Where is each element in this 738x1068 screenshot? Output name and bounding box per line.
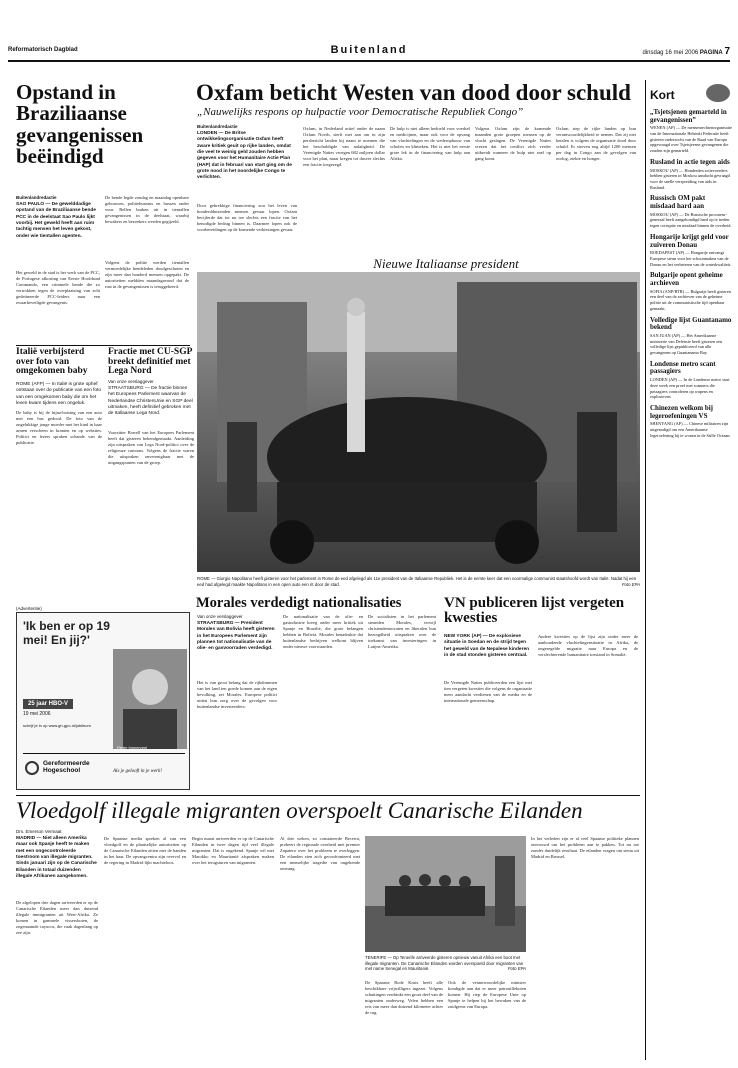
morales-col2: De nationalisatie van de olie- en gasindustrie kreeg onder meer kritiek uit Spanje en Brazilië, die grote belangen hebben in Bolivia. Morales benadrukte dat buitenlandse bedrijven welkom blijven onder nieuwe voorwaarden. [283,614,363,650]
page-number: 7 [724,46,730,57]
ad-quote: 'Ik ben er op 19 mei! En jij?' [23,619,110,648]
vloedgolf-col4: Al drie weken, zo constateerde Becerra, probeert de regionale overheid met premier Zapatero over het probleem te overleggen. De eilanden zien zich geconfronteerd met een menselijke tragedie van ongekende omvang. [280,836,360,872]
president-caption-text: ROME — Giorgio Napolitano heeft gisteren voor het parlement in Rome de eed afgelegd als 11e president van de Italiaanse Republiek. Het is de eerste keer dat een voormalige communist staatshoofd wordt van Italië. Nadat hij een eed had afgelegd maakte Napolitano in een open auto een rit door de stad. [197,576,637,587]
kort-item-title: Bulgarije opent geheime archieven [650,271,723,288]
vloedgolf-col5: De Spaanse Rode Kruis heeft alle beschikbare vrijwilligers ingezet. Volgens schattingen verdrinkt een groot deel van de migranten onderweg. Velen hebben een reis van meer dan duizend kilometer achter de rug. [365,980,443,1016]
header-rule [8,60,730,62]
ad-divider [23,753,185,754]
ad-badge: 25 jaar HBO-V [23,699,73,709]
oxfam-col3: De hulp is niet alleen bedoeld voor voedsel en medicijnen, maar ook voor de opvang van vluchtelingen en de wederopbouw van scholen en klinieken. Het is niet het eerste grote lek in de financiering van hulp aan Afrika. [390,126,470,162]
kort-item [650,234,732,267]
kort-item-text: SOFIA (ANP/RTR) — Bulgarije heeft gisteren een deel van de archieven van de geheime politie uit de communistische tijd openbaar gemaakt. [650,288,731,311]
ad-label: (Advertentie) [16,606,42,611]
page-info [642,46,730,57]
oxfam-byline: Buitenlandredactie [197,124,238,129]
oxfam-col4: Volgens Oxfam zijn de komende maanden grote groepen mensen op de vlucht geslagen. De Verenigde Naties vrezen dat het conflict zich verder uitbreidt wanneer de hulp niet snel op gang komt. [475,126,551,162]
kort-list [650,104,732,438]
kort-item-title: Chinezen welkom bij legeroefeningen VS [650,403,713,420]
brazil-col1: Het geweld in de stad is het werk van de PCC, de Portugese afkorting van Eerste Hoofdstad Commando, een criminele bende die zo vertrokken tegen de overplaatsing van acht gedetineerde PCC-leiders naar een zwaarbeveiligde gevangenis. [16,270,100,306]
issue-date: dinsdag 16 mei 2006 [642,50,699,56]
vn-col1: De Verenigde Naties publiceerden een lijst met tien vergeten kwesties die volgens de organisatie meer aandacht verdienen van de media en de internationale gemeenschap. [444,680,532,704]
vn-headline: VN publiceren lijst vergeten kwesties [444,595,625,627]
fractie-byline: Van onze verslaggever [108,379,154,384]
morales-lead: STRAATSBURG — President Morales van Bolivia heeft gisteren in het Europees Parlement zijn plannen tot nationalisatie van de olie- en gasvoorraden verdedigd. [197,621,275,652]
oxfam-col5: Oxfam riep de rijke landen op hun verantwoordelijkheid te nemen. Dat zij niet betalen is volgens de organisatie dood door schuld. Er sterven nog altijd 1200 mensen per dag in Congo aan de gevolgen van oorlog, ziekte en honger. [556,126,636,162]
vn-lead: NEW YORK (AP) — De explosieve situatie in Soedan en de strijd tegen het geweld van de Nepalese kinderen in de stad stonden gisteren centraal. [444,634,530,658]
vloedgolf-col6: Ook de verantwoordelijke minister kondigde aan dat er meer patrouilleboten komen. Hij riep de Europese Unie op Spanje te helpen bij het bewaken van de zuidgrens van Europa. [448,980,526,1010]
president-photo [197,272,640,572]
ad-person-name: Pieter Immerzeel [117,745,148,750]
italie-lead: ROME (AFP) — In Italië is grote ophef ontstaan over de publicatie van een foto van een omgekomen baby die om het leven kwam tijdens een ongeluk. [16,382,102,406]
ad-box[interactable] [16,612,190,790]
section-title: Buitenland [330,44,408,56]
kort-item-text: LONDEN (AP) — In de Londense metro start deze week een proef met scanners die passagiers controleren op wapens en explosieven. [650,377,730,400]
president-headline: Nieuwe Italiaanse president [373,256,519,271]
brazil-bottom-rule [16,345,190,346]
kort-item [650,405,732,438]
italie-body: De baby is bij de bijna-botsing van een auto met een bus gedood. De foto van de ongelukkige jonge moeder met het kind in haar armen verscheen in kranten en op websites. Politici en lezers spraken schande van de publicatie. [16,410,102,446]
kort-item-text: MOSKOU (AP) — De Russische procureur-generaal heeft aangekondigd hard op te treden tegen corruptie en misdaad binnen de overheid. [650,211,732,229]
brazil-col2: De bende legde zondag en maandag openbare gebouwen, politiebureaus en bussen onder vuur. Rellen braken uit in tientallen gevangenissen in de deelstaat, waarbij bewakers en bezoekers werden gegijzeld. [105,195,189,225]
page-label: PAGINA [699,50,723,56]
italie-headline: Italië verbijsterd over foto van omgekomen baby [16,347,88,377]
brazil-lead: SAO PAULO — De gewelddadige opstand van de Braziliaanse bende PCC in de deelstaat Sao Paulo lijkt voorbij. Het geweld heeft aan ruim tachtig mensen het leven gekost, onder wie tientallen agenten. [16,202,96,239]
oxfam-lead: LONDEN — De Britse ontwikkelingsorganisatie Oxfam heeft zware kritiek geuit op rijke landen, omdat die veel te weinig geld zouden hebben gegeven voor het Humanitaire Actie Plan (HAP) dat in februari van start ging om de grote nood in het noordelijke Congo te verlichten. [197,131,292,181]
oxfam-headline: Oxfam beticht Westen van dood door schuld [196,80,631,105]
morales-headline: Morales verdedigt nationalisaties [196,595,402,611]
ad-org-line2: Hogeschool [43,767,81,775]
ad-org [43,760,90,775]
ad-portrait [113,649,187,749]
kort-title: Kort [650,88,675,102]
kort-item-title: Hongarije krijgt geld voor zuiveren Donau [650,232,729,249]
kort-item [650,159,732,191]
vloedgolf-headline: Vloedgolf illegale migranten overspoelt Canarische Eilanden [16,798,583,823]
vloedgolf-col3: Begin maart arriveerden er op de Canarische Eilanden in twee dagen tijd veel illegale migranten. Dat is ongekend. Spanje wil met Marokko en Mauritanië afspraken maken over het terugsturen van migranten. [192,836,274,866]
morales-col1: Het is van groot belang dat de rijkdommen van het land ten goede komen aan de eigen bevolking, zei Morales. Europese politici uitten hun zorg over de gevolgen voor buitenlandse investeerders. [197,680,277,710]
ad-logo-icon [25,761,39,775]
kort-item [650,195,732,228]
fractie-headline: Fractie met CU-SGP breekt definitief met Lega Nord [108,347,192,377]
morales-byline: Van onze verslaggever [197,614,243,619]
vloedgolf-caption [365,955,526,972]
president-photo-image [197,272,640,572]
vloedgolf-photo-image [365,836,526,952]
kort-item-text: SAN JUAN (AP) — Het Amerikaanse ministerie van Defensie heeft gisteren een volledige lijst gepubliceerd van alle gevangenen op Guantanamo Bay. [650,332,723,356]
ad-slogan: Als je gelooft in je werk! [113,769,163,774]
kort-item-title: Londense metro scant passagiers [650,359,716,376]
kort-item-text: WENEN (AP) — De mensenrechtenorganisatie van de Internationale Helsinki Federatie heeft gisteren onderzocht van de Raad van Europa opgevraagd over Tsjetsjeense gevangenen die zouden zijn gemarteld. [650,125,733,154]
publisher-name: Reformatorisch Dagblad [8,47,78,53]
oxfam-col2: Oxfam, in Nederland actief onder de naam Oxfam Novib, sterft met aan om in zijn persbericht landen bij naam te noemen die het beschuldigde van nalatigheid. De Verenigde Naties vroegen 682 miljoen dollar voor het plan, maar kregen tot dusver slechts een fractie toegezegd. [303,126,385,168]
kort-item-title: Rusland in actie tegen aids [650,157,730,166]
vloedgolf-photo-credit: Foto EPA [507,966,526,972]
fractie-body: Voorzitter Borrell van het Europees Parlement heeft dat gisteren bekendgemaakt. Aanleiding zijn uitspraken van Lega Nord-politici over de religieuze cartoons. Volgens de fractie waren die uitspraken onverenigbaar met de uitgangspunten van de groep. [108,430,194,466]
brazil-headline: Opstand in Braziliaanse gevangenissen beëindigd [16,80,144,169]
ad-badge-date: 19 mei 2006 [23,711,51,717]
oxfam-subhead: „Nauwelijks respons op hulpactie voor Democratische Republiek Congo” [197,106,524,118]
vloedgolf-lead: MADRID — Niet alleen Amerika maar ook Spanje heeft te maken met een ongecontroleerde toestroom van illegale migranten. Sinds januari zijn op de Canarische Eilanden in totaal duizenden illegale Afrikanen aangekomen. [16,836,97,879]
vn-col2: Andere kwesties op de lijst zijn onder meer de aanhoudende vluchtelingensituatie in Afrika, de ongeregelde migratie naar Europa en de verslechterende humanitaire toestand in Somalië. [538,634,638,658]
kort-item [650,109,732,154]
brazil-col3: Volgens de politie werden tientallen vermoedelijke bendeleden doodgeschoten en zijn meer dan honderd mensen opgepakt. De autoriteiten meldden maandagavond dat de rust in de gevangenissen is teruggekeerd. [105,260,189,290]
kort-item [650,272,732,311]
oxfam-col1: Door gebrekkige financiering zou het leven van honderdduizenden mensen gevaar lopen. Oxfam becijferde dat tot nu toe slechts een fractie van het benodigde bedrag binnen is. Daarmee lopen ook de voorbereidingen op de komende verkiezingen gevaar. [197,203,297,233]
kort-item-title: „Tsjetsjenen gemarteld in gevangenissen” [650,108,727,124]
ad-link[interactable]: schrijf je in op www.gh-gpo.nl/jubileum [23,723,91,728]
vloedgolf-top-rule [16,795,640,796]
vloedgolf-photo [365,836,526,952]
vloedgolf-col2: De Spaanse media spreken al van een vloedgolf en de plaatselijke autoriteiten op de Canarische Eilanden zitten met de handen in het haar. De opvangcentra zijn overvol en de regering in Madrid lijkt machteloos. [104,836,186,866]
vloedgolf-col1: De afgelopen drie dagen arriveerden er op de Canarische Eilanden meer dan duizend illegale immigranten uit West-Afrika. Ze komen in gammele vissersboten, de zogenaamde cayucos, die vaak dagenlang op zee zijn. [16,900,98,936]
globe-icon [706,84,730,102]
kort-item-text: BOEDAPEST (AP) — Hongarije ontvangt Europese steun voor het schoonmaken van de Donau en het verbeteren van de waterkwaliteit. [650,250,732,267]
brazil-byline: Buitenlandredactie [16,195,57,200]
kort-item-text: SHENYANG (AP) — Chinese militairen zijn uitgenodigd om een Amerikaanse legeroefening bij te wonen in de Stille Oceaan. [650,421,731,438]
kort-divider [645,80,646,1060]
vloedgolf-col7: In het verleden zijn er al veel Spaanse politieke plannen ontvouwd om het probleem aan te pakken. Tot nu toe zonder duidelijk resultaat. De eilanden vragen om steun uit Madrid en Brussel. [531,836,639,860]
kort-item [650,317,732,356]
ad-portrait-image [113,649,187,749]
fractie-lead: STRAATSBURG — De fractie binnen het Europees Parlement waarvan de Nederlandse ChristenUnie en SGP deel uitmaken, heeft definitief gebroken met de Italiaanse Lega Nord. [108,386,193,417]
kort-item-title: Volledige lijst Guantanamo bekend [650,315,732,332]
kort-item-text: MOSKOU (AP) — Honderden actievoerders hebben gisteren in Moskou aandacht gevraagd voor de snelle verspreiding van aids in Rusland. [650,167,730,190]
morales-col3: De socialisten in het parlement steunden Morales, terwijl christendemocraten en liberalen hun bezorgdheid uitspraken over de toekomst van investeringen in Latijns-Amerika. [368,614,436,650]
vloedgolf-caption-text: TENERIFE — Op Tenerife arriveerde gisteren opnieuw vanuit Afrika een boot met illegale migranten. De Canarische Eilanden worden overspoeld door migranten van met name Senegal en Mauritanië. [365,955,524,972]
ad-org-line1: Gereformeerde [43,760,90,767]
president-photo-credit: Foto EPA [621,581,640,587]
kort-item-title: Russisch OM pakt misdaad hard aan [650,194,706,211]
president-caption [197,576,640,587]
vloedgolf-byline: Drs. Emerson Vermaat [16,829,62,834]
kort-item [650,361,732,400]
